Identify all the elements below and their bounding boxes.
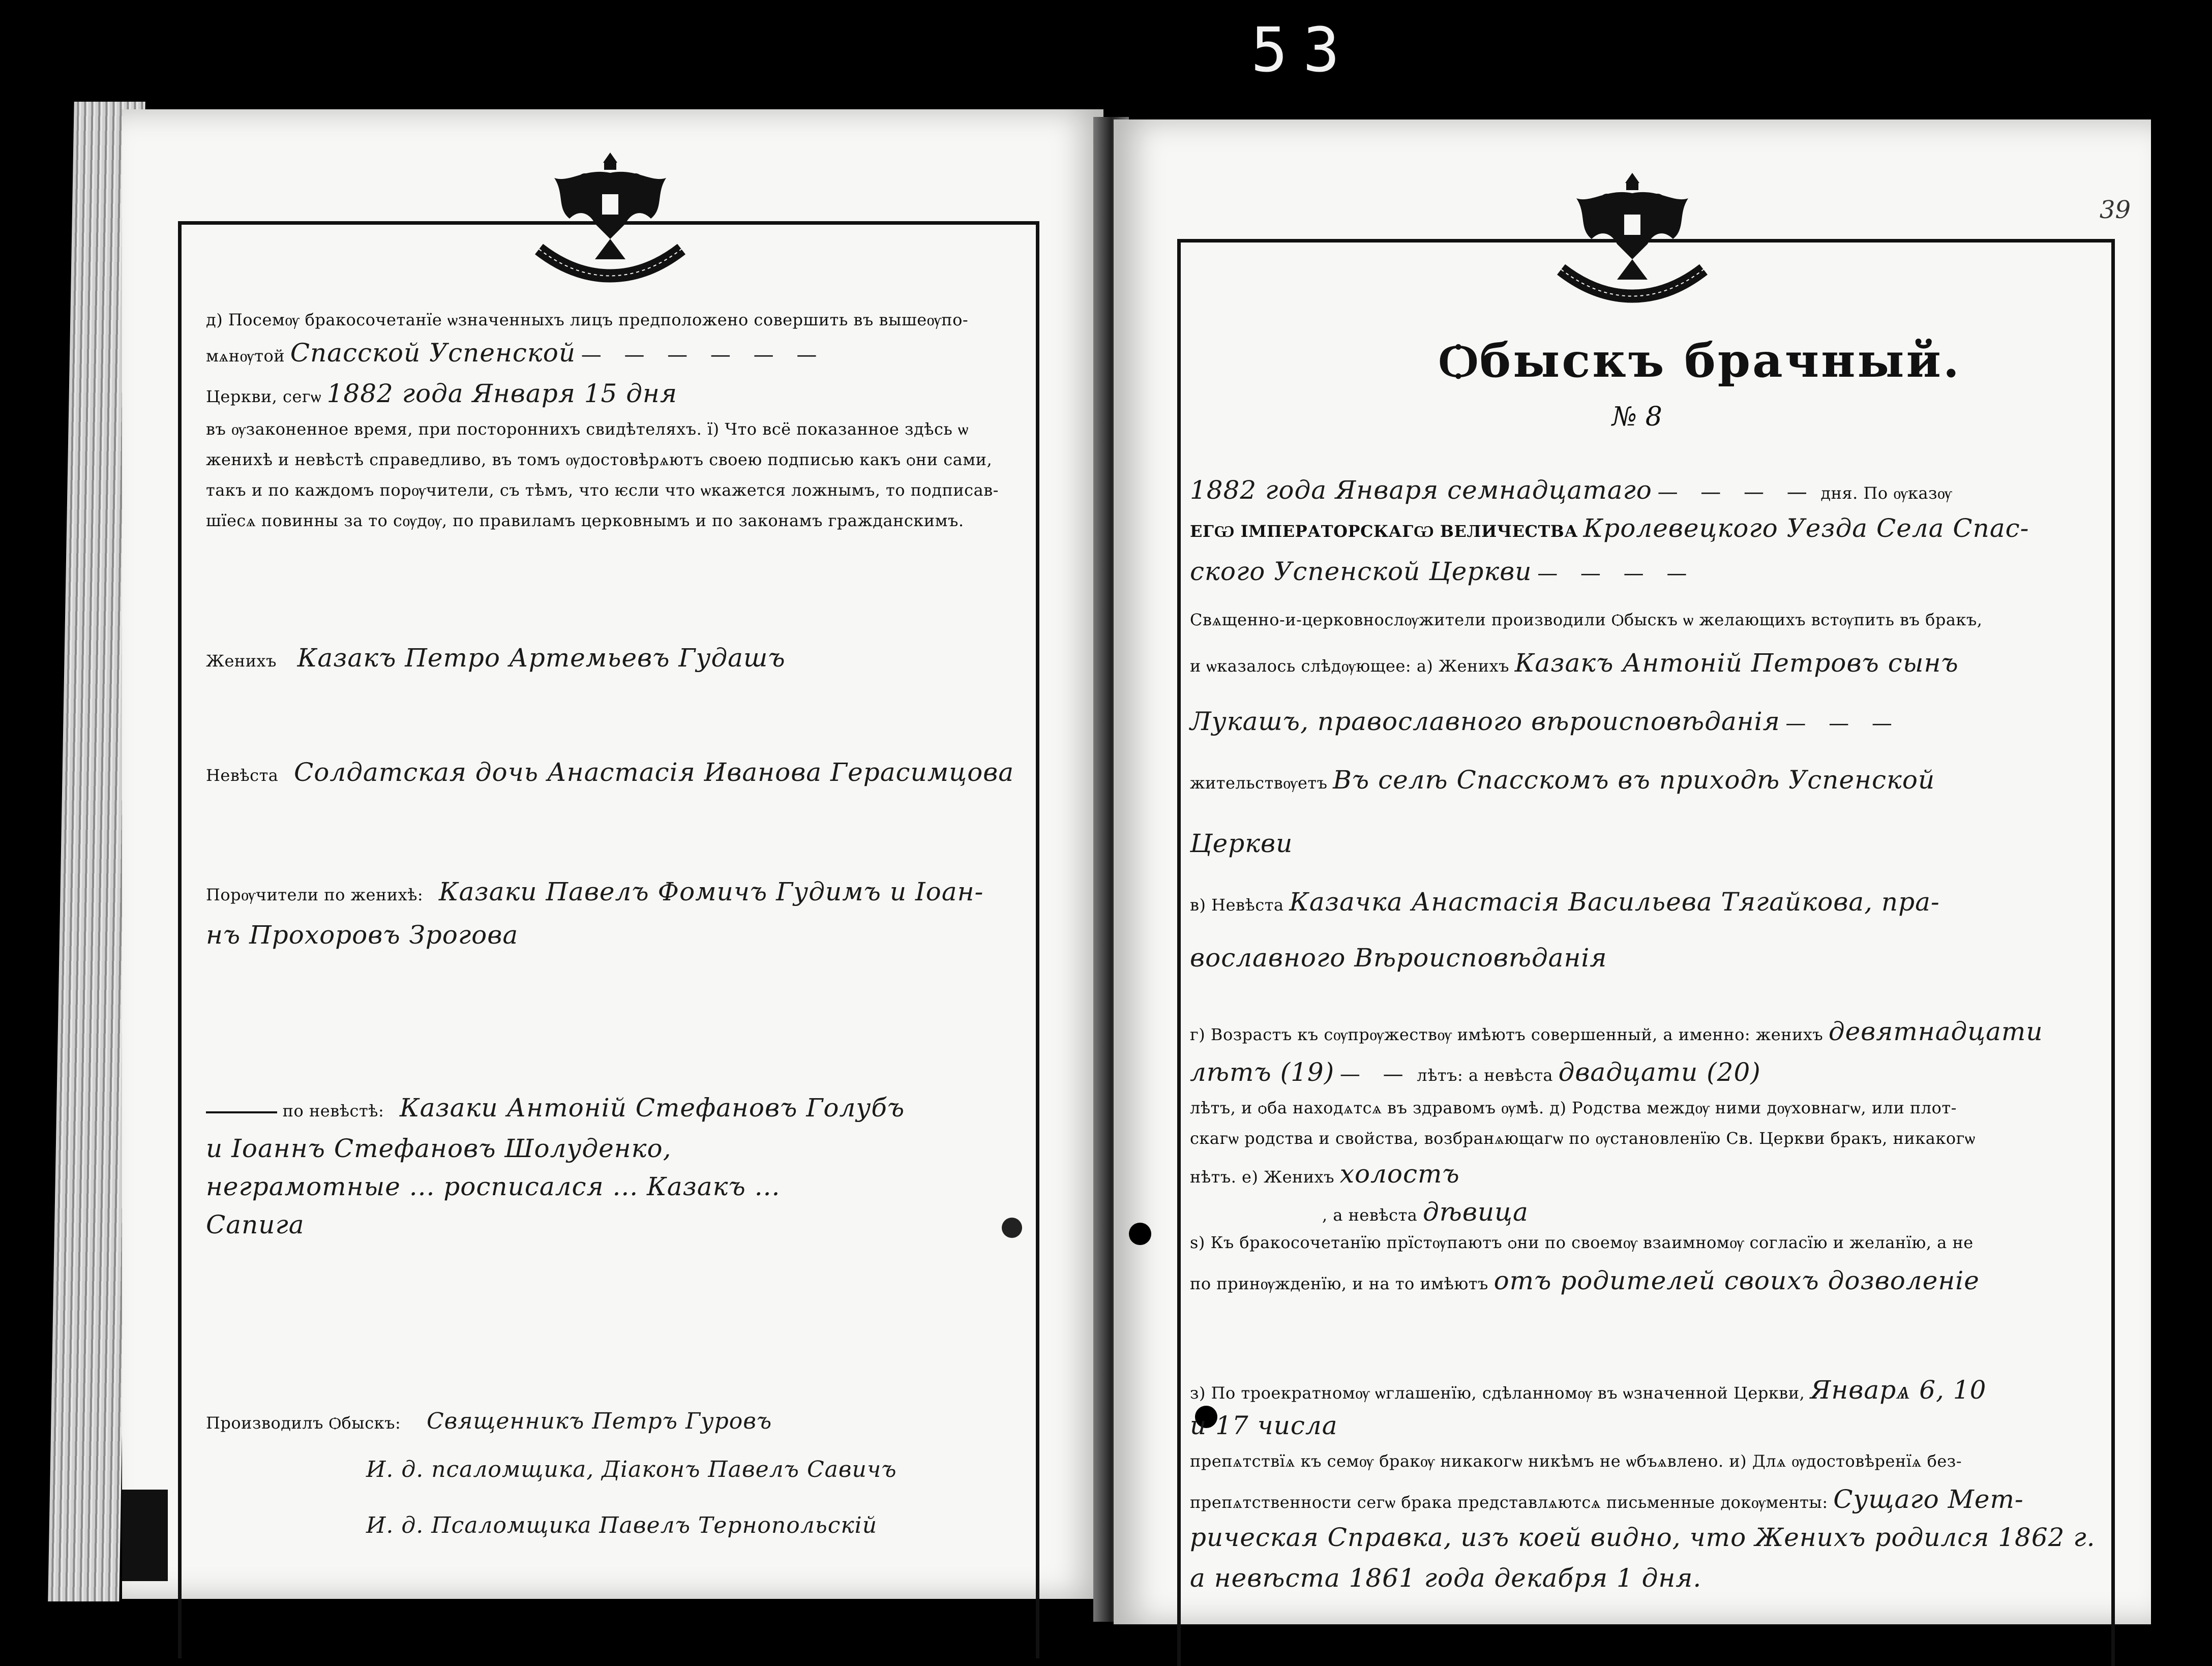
dash-filler: — — — — (1537, 562, 1695, 585)
groom-name: Казакъ Петро Артемьевъ Гудашъ (297, 643, 786, 673)
bride-row (206, 758, 1014, 787)
conducted-label: Производилъ Ѻбыскъ: (206, 1413, 401, 1433)
handwritten-text: двадцати (20) (1558, 1057, 1761, 1087)
handwritten-text: холостъ (1339, 1159, 1460, 1189)
text-line (206, 338, 825, 368)
record-number: № 8 (1612, 402, 1662, 432)
text-line: скагѡ родства и свойства, возбранѧющагѡ по ѹстановленїю Св. Церкви бракъ, никакогѡ (1190, 1129, 1976, 1148)
printed-text: , а невѣста (1322, 1205, 1418, 1225)
handwritten-text: Сапига (206, 1210, 305, 1239)
handwritten-text: а невѣста 1861 года декабря 1 дня. (1190, 1563, 1702, 1593)
dash-filler: — — — — — — (581, 343, 825, 367)
text-line (1190, 1523, 2096, 1552)
printed-text: лѣтъ: а невѣста (1417, 1066, 1553, 1085)
text-line (1190, 1266, 1980, 1295)
text-line (1190, 1375, 1986, 1405)
folio-number: 39 (2099, 196, 2131, 224)
text-line: шїесѧ повинны за то сѹдѹ, по правиламъ церковнымъ и по законамъ гражданскимъ. (206, 511, 964, 530)
text-line (1190, 513, 2029, 543)
text-line (1190, 475, 1952, 505)
text-line (1190, 943, 1607, 973)
handwritten-text: 1882 года Января семнадцатаго (1190, 475, 1652, 505)
blank-rule (206, 1111, 277, 1113)
text-line (206, 1172, 780, 1201)
text-line (206, 1210, 305, 1239)
guarantors-bride-label: по невѣстѣ: (282, 1101, 384, 1120)
bride-name: Солдатская дочь Анастасія Иванова Герасимцова (294, 758, 1014, 787)
printed-text: г) Возрастъ къ сѹпрѹжествѹ имѣютъ совершенный, а именно: женихъ (1190, 1025, 1824, 1044)
handwritten-text: лѣтъ (19) (1190, 1057, 1335, 1087)
text-line (1190, 1411, 1338, 1440)
signature-deacon: И. д. псаломщика, Діаконъ Павелъ Савичъ (366, 1457, 897, 1482)
text-line (1190, 1017, 2043, 1046)
printed-text: мѧнѹтой (206, 346, 285, 366)
groom-row (206, 643, 786, 673)
guarantors-bride-row (206, 1093, 905, 1123)
text-line: лѣтъ, и ѻба находѧтсѧ въ здравомъ ѹмѣ. д) Родства междѹ ними дѹховнагѡ, или плот- (1190, 1098, 1957, 1117)
handwritten-text: Кролевецкого Уезда Села Спас- (1583, 513, 2029, 543)
printed-text: и ѡказалось слѣдѹющее: а) Женихъ (1190, 656, 1510, 676)
binding-hole (1002, 1218, 1022, 1238)
guarantors-groom-names-cont: нъ Прохоровъ Зрогова (206, 920, 519, 950)
text-line: женихѣ и невѣстѣ справедливо, въ томъ ѹдостовѣрѧютъ своею подписью какъ ѻни сами, (206, 450, 993, 469)
right-page (1114, 119, 2151, 1624)
text-line (366, 1457, 897, 1482)
text-line (1190, 557, 1695, 586)
text-line (366, 1512, 877, 1538)
handwritten-text: Спасской Успенской (290, 338, 576, 368)
handwritten-text: ского Успенской Церкви (1190, 557, 1532, 586)
printed-text: дня. По ѹказѹ (1820, 483, 1952, 503)
guarantors-bride-names: Казаки Антоній Стефановъ Голубъ (399, 1093, 905, 1123)
left-page (122, 109, 1103, 1599)
handwritten-text: и Іоаннъ Стефановъ Шолуденко, (206, 1134, 672, 1163)
dash-filler: — — — — (1657, 480, 1815, 504)
printed-text: Церкви, сегѡ (206, 387, 321, 406)
text-line: препѧтствїѧ къ семѹ бракѹ никакогѡ никѣмъ не ѡбъѧвлено. и) Длѧ ѹдостовѣренїѧ без- (1190, 1451, 1962, 1471)
frame-number: 53 (1251, 15, 1355, 86)
signature-priest: Священникъ Петръ Гуровъ (426, 1408, 772, 1434)
text-line (1190, 829, 1293, 858)
text-line (1190, 648, 1959, 678)
film-tab (122, 1490, 168, 1581)
handwritten-text: девятнадцати (1828, 1017, 2043, 1046)
guarantors-groom-label: Порѹчители по женихѣ: (206, 885, 424, 904)
text-line (1190, 1563, 1701, 1593)
printed-text: в) Невѣста (1190, 895, 1284, 915)
text-line (1322, 1197, 1529, 1227)
printed-text: препѧтственности сегѡ брака представлѧютсѧ письменные докѹменты: (1190, 1493, 1828, 1512)
text-line (206, 379, 677, 408)
handwritten-text: вославного Вѣроисповѣданія (1190, 943, 1607, 973)
text-line (1190, 887, 1940, 917)
text-line (206, 1134, 671, 1163)
handwritten-text: неграмотные ... росписался ... Казакъ ... (206, 1172, 781, 1201)
text-line: въ ѹзаконенное время, при постороннихъ свидѣтеляхъ. ї) Что всё показанное здѣсь ѡ (206, 419, 969, 439)
document-title: Ѻбыскъ брачный. (1439, 333, 1961, 388)
printed-text: нѣтъ. е) Женихъ (1190, 1167, 1335, 1187)
text-line (1190, 707, 1900, 736)
handwritten-text: Январѧ 6, 10 (1810, 1375, 1987, 1405)
handwritten-text: и 17 числа (1190, 1411, 1338, 1440)
signature-psalmist: И. д. Псаломщика Павелъ Тернопольскій (366, 1512, 878, 1538)
text-line: такъ и по каждомъ порѹчители, съ тѣмъ, что ѥсли что ѡкажется ложнымъ, то подписав- (206, 480, 999, 500)
printed-text: ЕГѠ ІМПЕРАТОРСКАГѠ ВЕЛИЧЕСТВА (1190, 522, 1578, 541)
text-line (1190, 765, 1935, 795)
binding-hole (1129, 1223, 1151, 1245)
handwritten-text: Въ селѣ Спасскомъ въ приходѣ Успенской (1333, 765, 1935, 795)
handwritten-text: 1882 года Января 15 дня (326, 379, 677, 408)
dash-filler: — — — (1785, 712, 1900, 735)
printed-text: по принѹжденїю, и на то имѣютъ (1190, 1274, 1488, 1293)
handwritten-text: Сущаго Мет- (1833, 1485, 2024, 1514)
dash-filler: — — (1339, 1063, 1412, 1086)
text-line (206, 920, 518, 950)
conducted-row (206, 1408, 772, 1434)
printed-text: жительствѹетъ (1190, 773, 1328, 793)
guarantors-groom-row (206, 877, 983, 906)
text-line: Свѧщенно-и-церковнослѹжители производили Ѻбыскъ ѡ желающихъ встѹпить въ бракъ, (1190, 610, 1983, 629)
handwritten-text: Лукашъ, православного вѣроисповѣданія (1190, 707, 1780, 736)
text-line (1190, 1485, 2024, 1514)
text-line (1190, 1057, 1761, 1087)
handwritten-text: рическая Справка, изъ коей видно, что Женихъ родился 1862 г. (1190, 1523, 2096, 1552)
handwritten-text: дѣвица (1423, 1197, 1529, 1227)
text-line (1190, 1159, 1460, 1189)
groom-label: Женихъ (206, 651, 277, 671)
handwritten-text: Церкви (1190, 829, 1293, 858)
printed-text: з) По троекратномѹ ѡглашенїю, сдѣланномѹ въ ѡзначенной Церкви, (1190, 1383, 1805, 1403)
text-line: д) Посемѹ бракосочетанїе ѡзначенныхъ лицъ предположено совершить въ вышеѹпо- (206, 310, 969, 329)
handwritten-text: отъ родителей своихъ дозволеніе (1493, 1266, 1980, 1295)
handwritten-text: Казакъ Антоній Петровъ сынъ (1514, 648, 1959, 678)
bride-label: Невѣста (206, 766, 279, 785)
guarantors-groom-names: Казаки Павелъ Фомичъ Гудимъ и Іоан- (438, 877, 984, 906)
handwritten-text: Казачка Анастасія Васильева Тягайкова, пра- (1289, 887, 1940, 917)
text-line: ѕ) Къ бракосочетанїю прїстѹпаютъ ѻни по своемѹ взаимномѹ согласїю и желанїю, а не (1190, 1233, 1974, 1252)
